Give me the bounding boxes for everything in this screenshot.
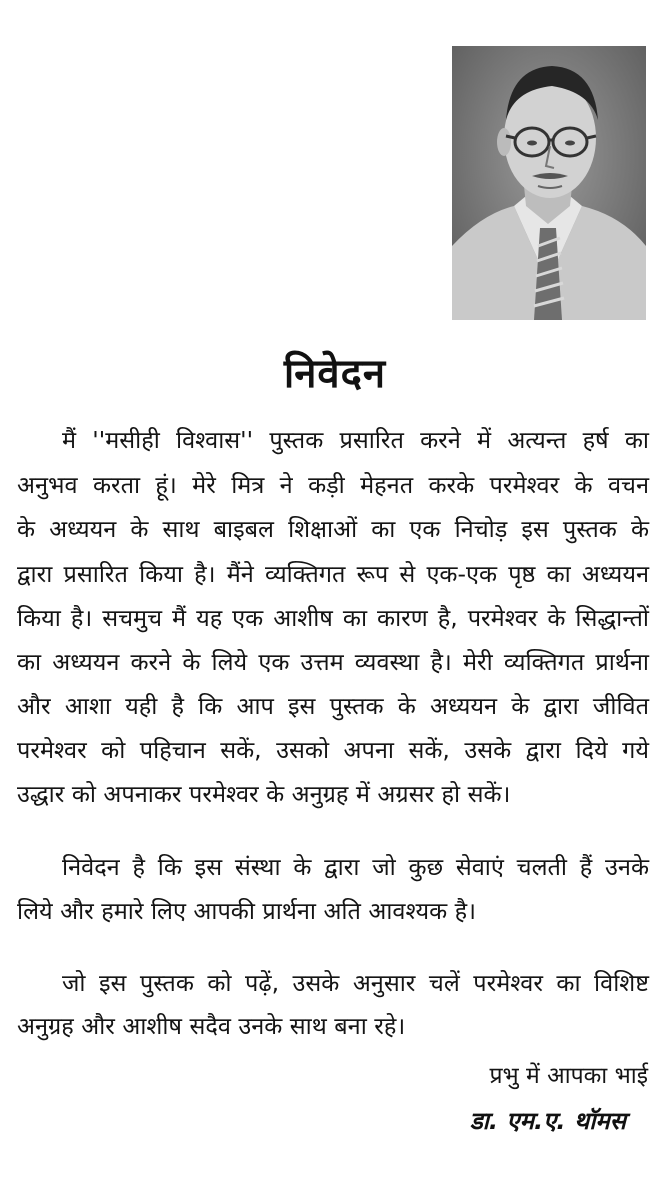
author-photo [452, 46, 646, 320]
paragraph-1-line-2: अनुभव करता हूं। मेरे मित्र ने कड़ी मेहनत करके परमेश्वर के वचन [17, 471, 649, 499]
paragraph-2-line-1: निवेदन है कि इस संस्था के द्वारा जो कुछ सेवाएं चलती हैं उनके [62, 853, 649, 881]
paragraph-1-line-6: का अध्ययन करने के लिये एक उत्तम व्यवस्था है। मेरी व्यक्तिगत प्रार्थना [17, 648, 649, 676]
page-title: निवेदन [283, 351, 387, 397]
paragraph-1-line-5: किया है। सचमुच मैं यह एक आशीष का कारण है, परमेश्वर के सिद्धान्तों [17, 604, 649, 632]
paragraph-2-line-2: लिये और हमारे लिए आपकी प्रार्थना अति आवश्यक है। [17, 897, 476, 925]
paragraph-1-line-3: के अध्ययन के साथ बाइबल शिक्षाओं का एक निचोड़ इस पुस्तक के [17, 515, 649, 543]
paragraph-1-line-8: परमेश्वर को पहिचान सकें, उसको अपना सकें, उसके द्वारा दिये गये [17, 736, 649, 764]
paragraph-1-line-9: उद्धार को अपनाकर परमेश्वर के अनुग्रह में अग्रसर हो सकें। [17, 780, 511, 808]
portrait-image [452, 46, 646, 320]
closing-salutation: प्रभु में आपका भाई [489, 1063, 648, 1089]
paragraph-3-line-2: अनुग्रह और आशीष सदैव उनके साथ बना रहे। [17, 1012, 406, 1040]
author-signature: डा. एम.ए. थॉमस [469, 1107, 626, 1135]
paragraph-1-line-1: मैं ''मसीही विश्वास'' पुस्तक प्रसारित करने में अत्यन्त हर्ष का [62, 426, 649, 454]
paragraph-3-line-1: जो इस पुस्तक को पढ़ें, उसके अनुसार चलें परमेश्वर का विशिष्ट [62, 969, 649, 997]
paragraph-1-line-4: द्वारा प्रसारित किया है। मैंने व्यक्तिगत रूप से एक-एक पृष्ठ का अध्ययन [17, 560, 649, 588]
paragraph-1-line-7: और आशा यही है कि आप इस पुस्तक के अध्ययन के द्वारा जीवित [17, 692, 649, 720]
